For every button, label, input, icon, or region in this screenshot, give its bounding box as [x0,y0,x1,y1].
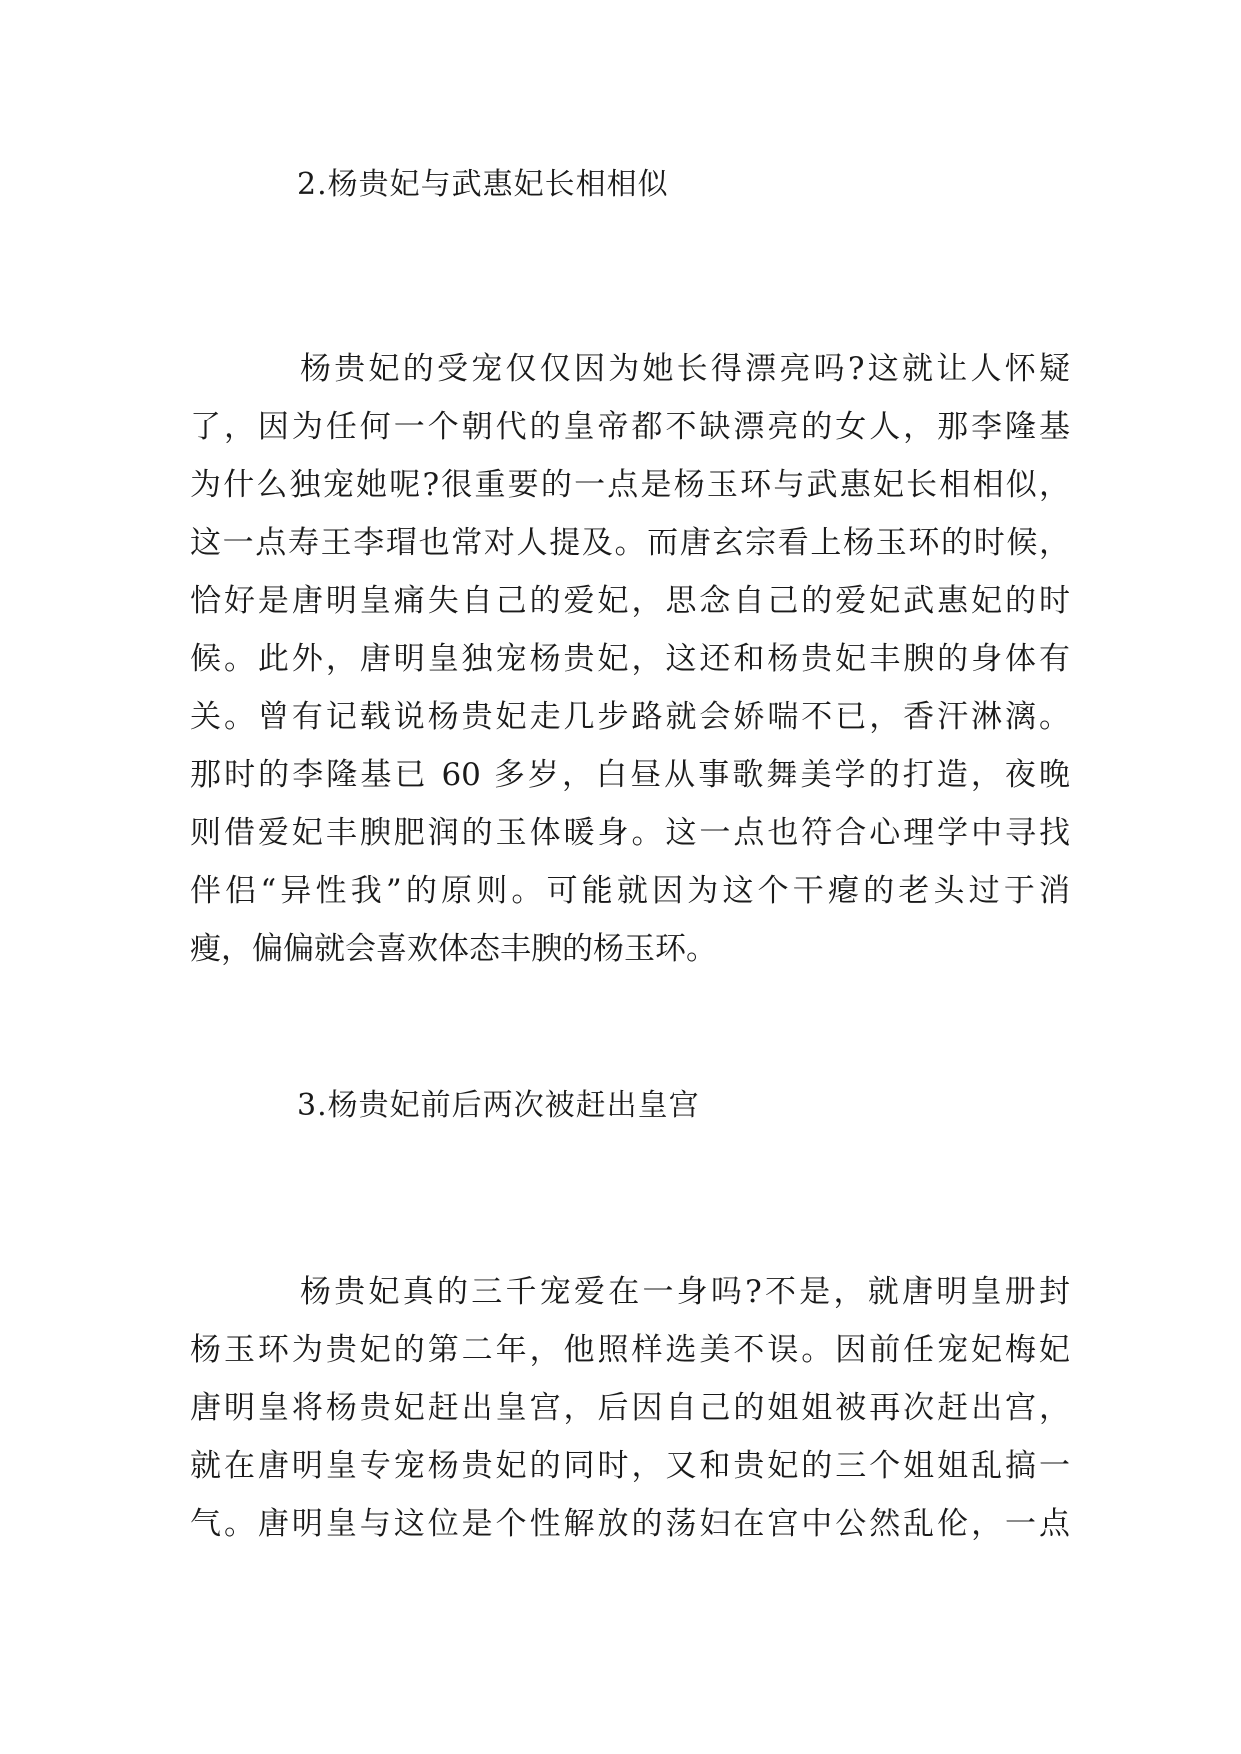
paragraph-line: 杨玉环为贵妃的第二年，他照样选美不误。因前任宠妃梅妃 [190,1332,1070,1368]
paragraph-line: 就在唐明皇专宠杨贵妃的同时，又和贵妃的三个姐姐乱搞一 [190,1448,1070,1484]
section-heading-3: 3.杨贵妃前后两次被赶出皇宫 [297,1088,700,1123]
paragraph-line: 杨贵妃真的三千宠爱在一身吗?不是，就唐明皇册封 [300,1274,1070,1310]
paragraph-line: 杨贵妃的受宠仅仅因为她长得漂亮吗?这就让人怀疑 [300,351,1070,387]
paragraph-line: 关。曾有记载说杨贵妃走几步路就会娇喘不已，香汗淋漓。 [190,699,1070,735]
paragraph-line: 为什么独宠她呢?很重要的一点是杨玉环与武惠妃长相相似， [190,467,1070,503]
paragraph-line: 候。此外，唐明皇独宠杨贵妃，这还和杨贵妃丰腴的身体有 [190,641,1070,677]
paragraph-line: 瘦，偏偏就会喜欢体态丰腴的杨玉环。 [190,931,717,967]
section-2-paragraph [190,340,1070,978]
paragraph-line: 则借爱妃丰腴肥润的玉体暖身。这一点也符合心理学中寻找 [190,815,1070,851]
paragraph-line: 这一点寿王李瑁也常对人提及。而唐玄宗看上杨玉环的时候， [190,525,1070,561]
paragraph-line: 了，因为任何一个朝代的皇帝都不缺漂亮的女人，那李隆基 [190,409,1070,445]
paragraph-line: 恰好是唐明皇痛失自己的爱妃，思念自己的爱妃武惠妃的时 [190,583,1070,619]
paragraph-line: 伴侣“异性我”的原则。可能就因为这个干瘪的老头过于消 [190,873,1070,909]
paragraph-line: 气。唐明皇与这位是个性解放的荡妇在宫中公然乱伦，一点 [190,1506,1070,1542]
paragraph-line: 唐明皇将杨贵妃赶出皇宫，后因自己的姐姐被再次赶出宫， [190,1390,1070,1426]
paragraph-line: 那时的李隆基已 60 多岁，白昼从事歌舞美学的打造，夜晚 [190,757,1070,793]
section-heading-2: 2.杨贵妃与武惠妃长相相似 [297,167,669,202]
section-3-paragraph [190,1263,1070,1553]
